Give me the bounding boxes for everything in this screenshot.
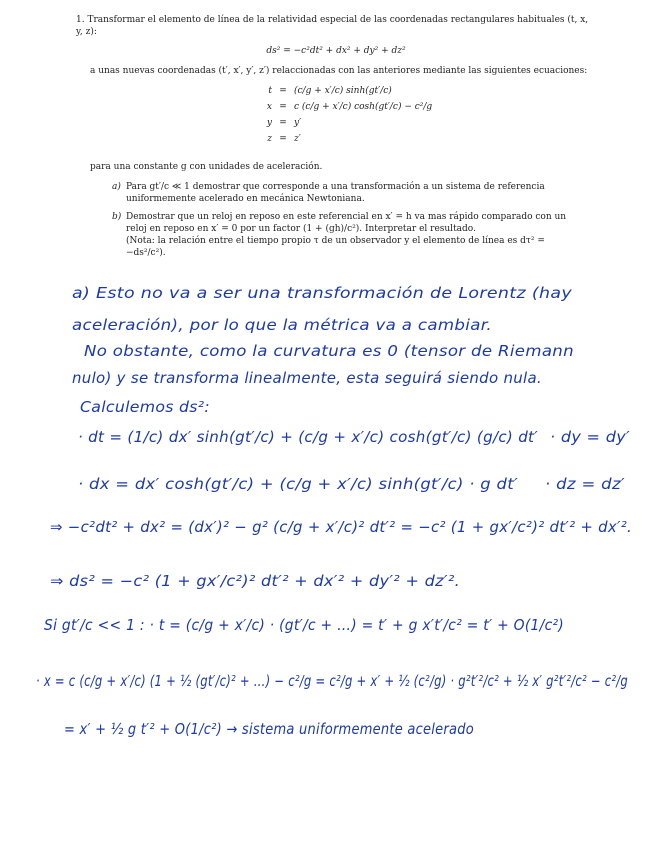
handwritten-line: ⇒ ds² = −c² (1 + gx′/c²)² dt′² + dx′² + dy′² + dz′².	[50, 572, 460, 590]
equation-row: z = z′	[256, 133, 596, 145]
handwritten-line: · dx = dx′ cosh(gt′/c) + (c/g + x′/c) sinh(gt′/c) · g dt′	[78, 475, 519, 493]
equation-rhs: (c/g + x′/c) sinh(gt′/c)	[294, 86, 392, 96]
equation-lhs: x	[266, 102, 272, 112]
equation-rhs: c (c/g + x′/c) cosh(gt′/c) − c²/g	[294, 102, 433, 112]
part-b-label: b)	[112, 212, 122, 222]
part-a-label: a)	[112, 182, 121, 192]
equation-row: x = c (c/g + x′/c) cosh(gt′/c) − c²/g	[256, 101, 596, 113]
part-b-note: (Nota: la relación entre el tiempo propio τ de un observador y el elemento de línea es dτ² = −ds²/c²).	[126, 236, 545, 258]
handwritten-line: · dy = dy′	[550, 428, 631, 446]
problem-intro: a unas nuevas coordenadas (t′, x′, y′, z′) relaccionadas con las anteriores mediante las siguientes ecuaciones:	[90, 66, 588, 76]
handwritten-line: Calculemos ds²:	[80, 398, 210, 416]
equation-lhs: z	[267, 134, 272, 144]
handwritten-line: nulo) y se transforma linealmente, esta seguirá siendo nula.	[72, 369, 542, 387]
handwritten-line: ⇒ −c²dt² + dx² = (dx′)² − g² (c/g + x′/c)² dt′² = −c² (1 + gx′/c²)² dt′² + dx′².	[50, 518, 632, 536]
handwritten-line: No obstante, como la curvatura es 0 (tensor de Riemann	[84, 342, 574, 360]
equation-rhs: z′	[294, 134, 301, 144]
metric-equation: ds² = −c²dt² + dx² + dy² + dz²	[266, 46, 406, 56]
equation-row: y = y′	[256, 117, 596, 129]
handwritten-line: aceleración), por lo que la métrica va a cambiar.	[72, 316, 492, 334]
handwritten-line: a) Esto no va a ser una transformación de Lorentz (hay	[72, 284, 573, 302]
equation-lhs: y	[266, 118, 272, 128]
handwritten-line: · dt = (1/c) dx′ sinh(gt′/c) + (c/g + x′/c) cosh(gt′/c) (g/c) dt′	[78, 428, 539, 446]
handwritten-line: · x = c (c/g + x′/c) (1 + ½ (gt′/c)² + …) − c²/g = c²/g + x′ + ½ (c²/g) · g²t′²/c² + ½ x′ g²t′²/c² − c²/g	[36, 672, 628, 690]
equation-lhs: t	[268, 86, 272, 96]
constant-note: para una constante g con unidades de aceleración.	[90, 162, 323, 172]
handwritten-line: Si gt′/c << 1 : · t = (c/g + x′/c) · (gt′/c + …) = t′ + g x′t′/c² = t′ + O(1/c²)	[44, 616, 564, 634]
part-a-text: Para gt′/c ≪ 1 demostrar que corresponde a una transformación a un sistema de referencia uniformemente acelerado en mecánica Newtoniana.	[126, 182, 545, 204]
equation-row: t = (c/g + x′/c) sinh(gt′/c)	[256, 85, 596, 97]
equation-rhs: y′	[294, 118, 302, 128]
part-b-text: Demostrar que un reloj en reposo en este referencial en x′ = h va mas rápido comparado con un reloj en reposo en x′ = 0 por un factor (1 + (gh)/c²). Interpretar el resultado.	[126, 212, 567, 234]
handwritten-line: · dz = dz′	[545, 475, 626, 493]
handwritten-line: = x′ + ½ g t′² + O(1/c²) → sistema uniformemente acelerado	[64, 720, 474, 738]
problem-title: 1. Transformar el elemento de línea de la relatividad especial de las coordenadas rectangulares habituales (t, x, y, z):	[76, 15, 589, 37]
